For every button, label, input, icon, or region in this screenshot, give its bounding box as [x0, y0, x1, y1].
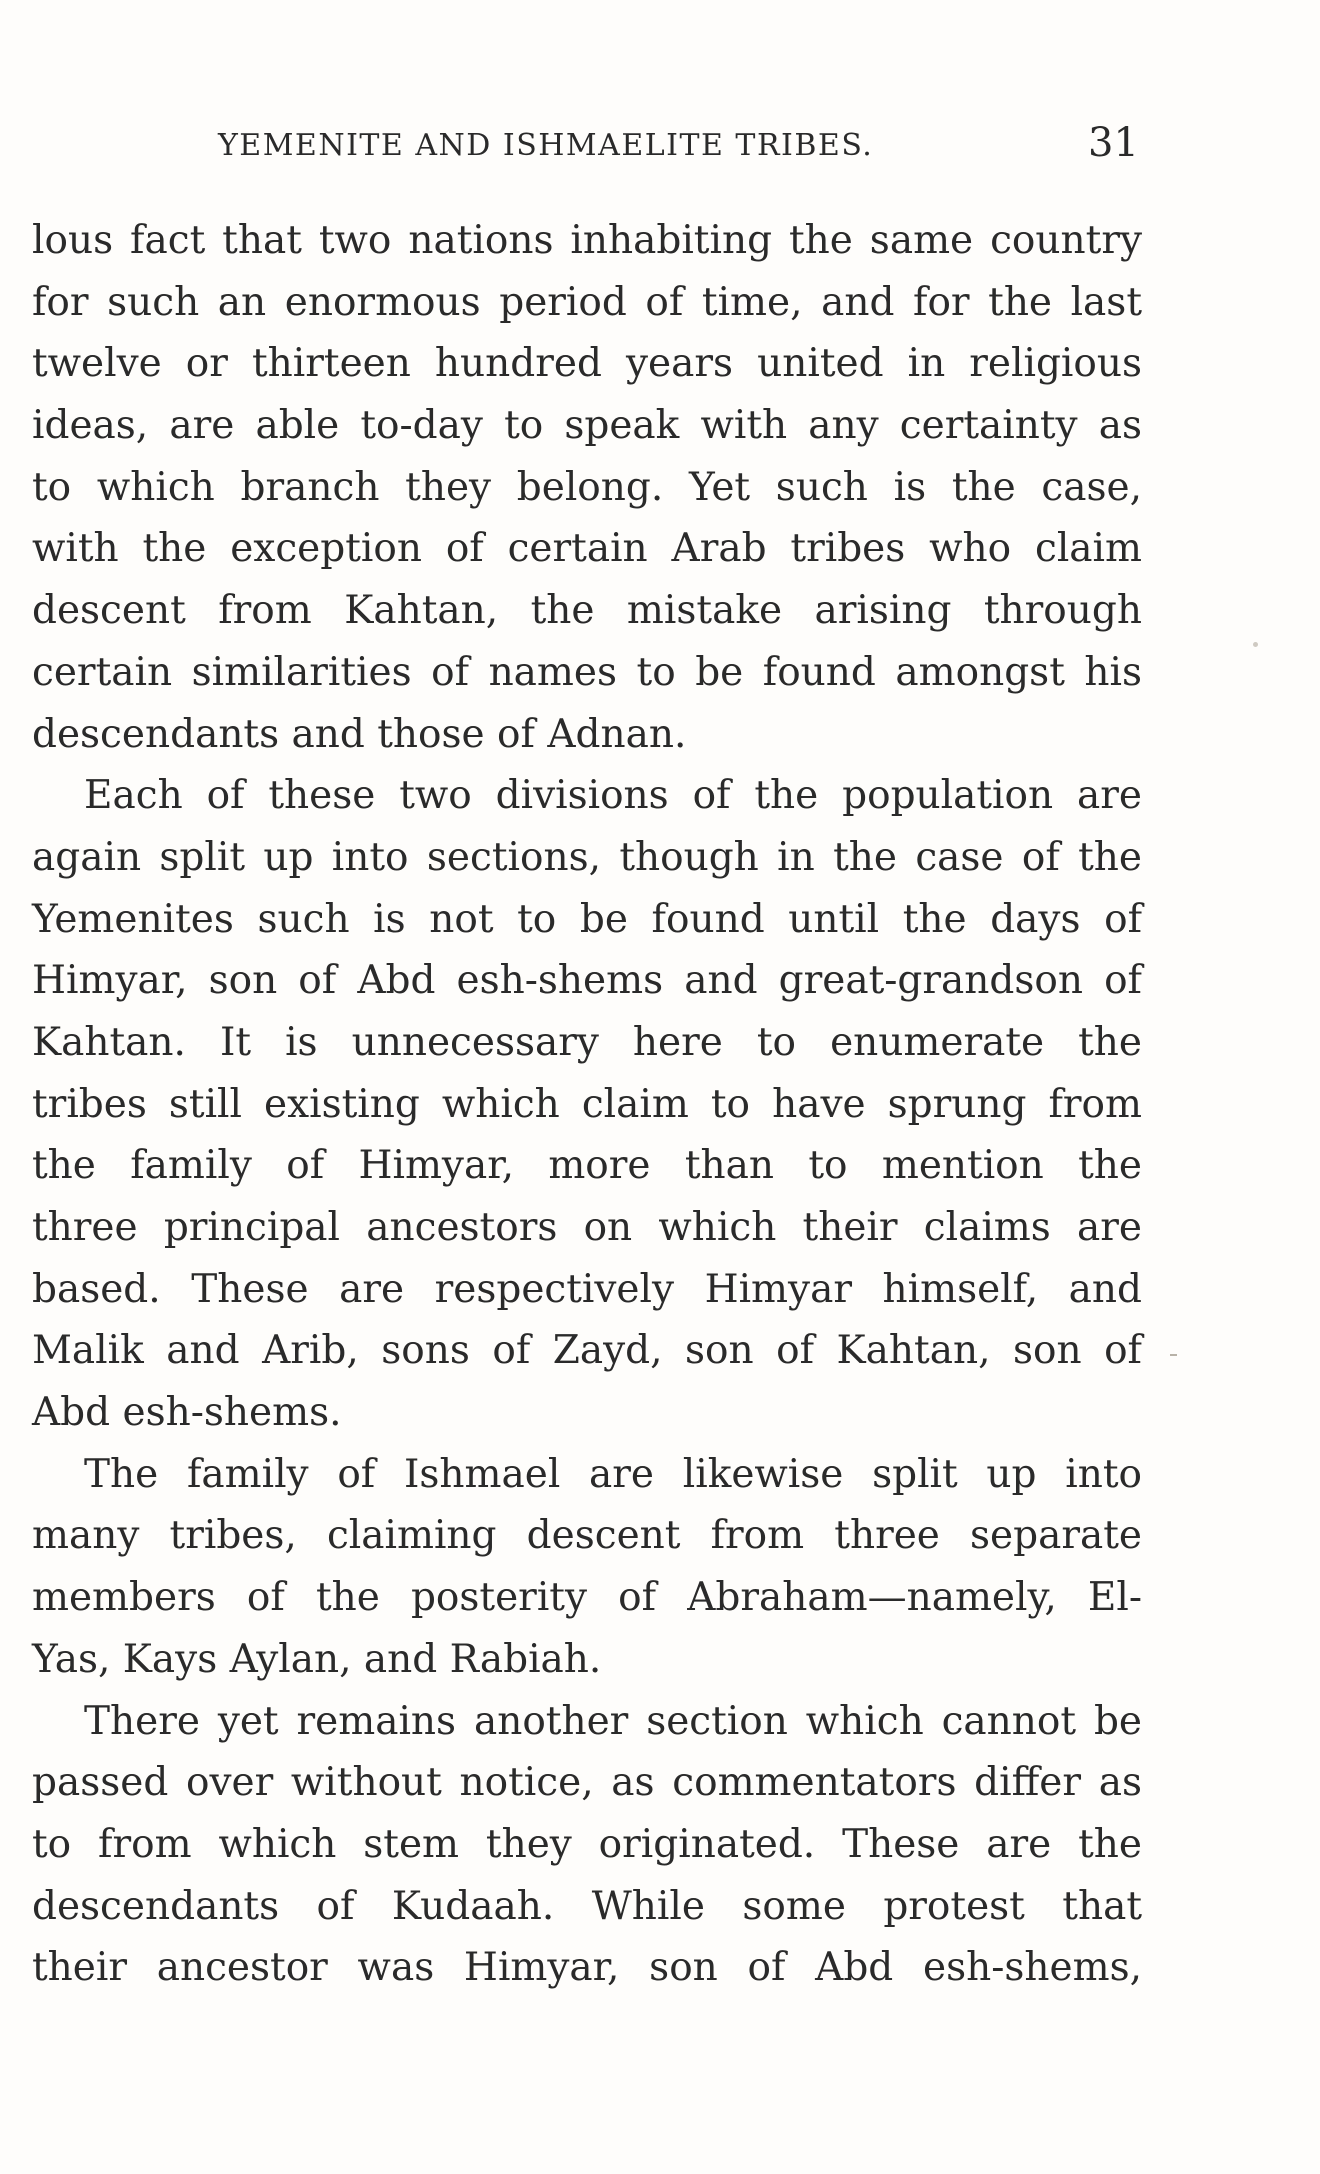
paragraph-start-line: There yet remains another section which cannot be [84, 1698, 1142, 1744]
text-line: Himyar, son of Abd esh-shems and great-grandson of [32, 958, 1142, 1004]
text-line: certain similarities of names to be found amongst his [32, 649, 1142, 695]
text-line: Malik and Arib, sons of Zayd, son of Kahtan, son of [32, 1328, 1142, 1374]
text-line: for such an enormous period of time, and for the last [32, 279, 1142, 325]
text-line: twelve or thirteen hundred years united in religious [32, 341, 1142, 387]
text-line: descendants and those of Adnan. [32, 711, 687, 757]
text-line: ideas, are able to-day to speak with any certainty as [32, 403, 1142, 449]
text-line: lous fact that two nations inhabiting the same country [32, 218, 1142, 263]
text-line: Abd esh-shems. [32, 1390, 342, 1436]
text-line: members of the posterity of Abraham—namely, El- [32, 1575, 1142, 1621]
text-line: descendants of Kudaah. While some protest that [32, 1883, 1142, 1929]
text-line: many tribes, claiming descent from three separate [32, 1513, 1142, 1559]
text-line: Yas, Kays Aylan, and Rabiah. [32, 1636, 602, 1682]
text-line: their ancestor was Himyar, son of Abd esh-shems, [32, 1945, 1142, 1991]
text-line: Kahtan. It is unnecessary here to enumerate the [32, 1019, 1142, 1065]
paragraph-start-line: Each of these two divisions of the population are [84, 773, 1142, 819]
running-head [0, 120, 1320, 180]
paper-speck [1253, 642, 1258, 647]
text-line: to which branch they belong. Yet such is the case, [32, 464, 1142, 510]
paragraph-start-line: The family of Ishmael are likewise split up into [84, 1451, 1142, 1497]
text-line: based. These are respectively Himyar himself, and [32, 1266, 1142, 1312]
text-line: with the exception of certain Arab tribes who claim [32, 526, 1142, 572]
text-line: again split up into sections, though in the case of the [32, 834, 1142, 880]
text-line: passed over without notice, as commentators differ as [32, 1760, 1142, 1806]
text-line: tribes still existing which claim to have sprung from [32, 1081, 1142, 1127]
text-line: to from which stem they originated. These are the [32, 1821, 1142, 1867]
body-text [32, 210, 1142, 1999]
text-line: descent from Kahtan, the mistake arising through [32, 588, 1142, 634]
text-line: three principal ancestors on which their claims are [32, 1205, 1142, 1250]
margin-mark [1170, 1354, 1177, 1356]
text-line: Yemenites such is not to be found until the days of [32, 896, 1142, 942]
text-line: the family of Himyar, more than to mention the [32, 1143, 1142, 1189]
page-number: 31 [1088, 120, 1139, 166]
running-title: YEMENITE AND ISHMAELITE TRIBES. [218, 128, 874, 163]
